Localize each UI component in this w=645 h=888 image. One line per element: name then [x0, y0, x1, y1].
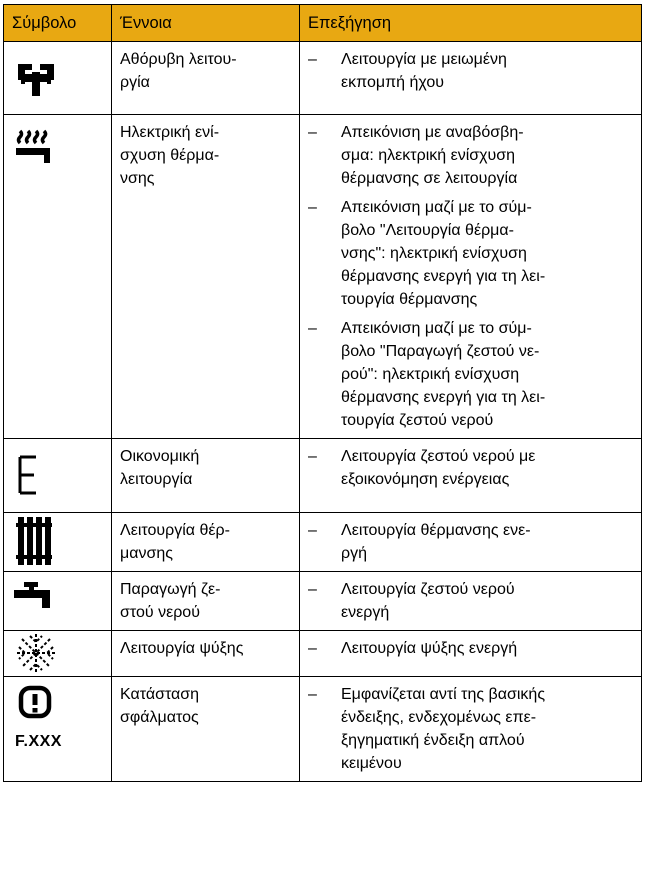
header-explanation: Επεξήγηση — [300, 5, 642, 42]
table-row — [4, 572, 642, 631]
explanation-line: σμα: ηλεκτρική ενίσχυση — [341, 147, 516, 164]
explanation-cell — [300, 115, 642, 439]
meaning-cell — [112, 677, 300, 782]
explanation-line: Λειτουργία με μειωμένη — [341, 51, 507, 68]
explanation-entry — [308, 683, 633, 775]
symbol-cell — [4, 631, 112, 677]
symbol-cell — [4, 513, 112, 572]
explanation-cell — [300, 42, 642, 115]
explanation-line: Εμφανίζεται αντί της βασικής — [341, 686, 546, 703]
symbol-cell — [4, 115, 112, 439]
meaning-line: Ηλεκτρική ενί- — [120, 124, 220, 141]
explanation-entry — [308, 519, 633, 565]
explanation-line: θέρμανσης σε λειτουργία — [341, 170, 518, 187]
explanation-text — [341, 637, 633, 660]
table-row — [4, 42, 642, 115]
explanation-line: ένδειξης, ενδεχομένως επε- — [341, 709, 537, 726]
explanation-text — [341, 196, 633, 311]
explanation-entry — [308, 317, 633, 432]
explanation-line: τουργία θέρμανσης — [341, 291, 478, 308]
bullet-dash: – — [308, 199, 317, 216]
explanation-entry — [308, 121, 633, 190]
explanation-cell — [300, 631, 642, 677]
meaning-line: στού νερού — [120, 604, 200, 621]
meaning-line: νσης — [120, 170, 155, 187]
meaning-cell — [112, 42, 300, 115]
table-row — [4, 631, 642, 677]
explanation-text — [341, 683, 633, 775]
explanation-line: νσης": ηλεκτρική ενίσχυση — [341, 245, 527, 262]
bullet-dash: – — [308, 320, 317, 337]
explanation-text — [341, 48, 633, 94]
explanation-line: βολο "Παραγωγή ζεστού νε- — [341, 343, 540, 360]
explanation-line: Λειτουργία θέρμανσης ενε- — [341, 522, 531, 539]
meaning-line: σφάλματος — [120, 709, 199, 726]
explanation-text — [341, 317, 633, 432]
bullet-dash: – — [308, 522, 317, 539]
table-row — [4, 513, 642, 572]
bullet-dash: – — [308, 124, 317, 141]
explanation-text — [341, 445, 633, 491]
explanation-line: ρού": ηλεκτρική ενίσχυση — [341, 366, 520, 383]
symbol-cell — [4, 572, 112, 631]
header-symbol: Σύμβολο — [4, 5, 112, 42]
explanation-line: εκπομπή ήχου — [341, 74, 444, 91]
meaning-line: Κατάσταση — [120, 686, 200, 703]
explanation-entry — [308, 196, 633, 311]
explanation-line: κειμένου — [341, 755, 402, 772]
meaning-line: Λειτουργία θέρ- — [120, 522, 230, 539]
fault-code: F.XXX — [15, 733, 62, 750]
explanation-line: ργή — [341, 545, 367, 562]
meaning-line: Παραγωγή ζε- — [120, 581, 221, 598]
explanation-text — [341, 578, 633, 624]
explanation-line: θέρμανσης ενεργή για τη λει- — [341, 389, 546, 406]
symbol-cell — [4, 439, 112, 513]
explanation-line: Απεικόνιση με αναβόσβη- — [341, 124, 524, 141]
table-row — [4, 677, 642, 782]
meaning-cell — [112, 572, 300, 631]
bullet-dash: – — [308, 640, 317, 657]
explanation-text — [341, 519, 633, 565]
meaning-line: λειτουργία — [120, 471, 193, 488]
explanation-line: ενεργή — [341, 604, 390, 621]
bullet-dash: – — [308, 581, 317, 598]
explanation-entry — [308, 637, 633, 660]
explanation-line: Απεικόνιση μαζί με το σύμ- — [341, 199, 532, 216]
explanation-line: Λειτουργία ζεστού νερού — [341, 581, 515, 598]
meaning-line: Οικονομική — [120, 448, 200, 465]
table-row — [4, 115, 642, 439]
explanation-line: τουργία ζεστού νερού — [341, 412, 494, 429]
explanation-line: Λειτουργία ψύξης ενεργή — [341, 640, 518, 657]
table-row — [4, 439, 642, 513]
explanation-cell — [300, 439, 642, 513]
meaning-line: σχυση θέρμα- — [120, 147, 220, 164]
meaning-cell — [112, 439, 300, 513]
explanation-cell — [300, 513, 642, 572]
table-header-row — [4, 5, 642, 42]
symbol-table-container — [3, 4, 641, 782]
explanation-line: θέρμανσης ενεργή για τη λει- — [341, 268, 546, 285]
explanation-line: Λειτουργία ζεστού νερού με — [341, 448, 536, 465]
explanation-line: εξοικονόμηση ενέργειας — [341, 471, 510, 488]
meaning-line: ργία — [120, 74, 150, 91]
symbol-cell — [4, 677, 112, 782]
meaning-cell — [112, 513, 300, 572]
bullet-dash: – — [308, 448, 317, 465]
explanation-line: ξηγηματική ένδειξη απλού — [341, 732, 525, 749]
bullet-dash: – — [308, 51, 317, 68]
symbol-table — [3, 4, 642, 782]
symbol-cell — [4, 42, 112, 115]
meaning-line: Λειτουργία ψύξης — [120, 640, 244, 657]
explanation-entry — [308, 48, 633, 94]
explanation-cell — [300, 677, 642, 782]
explanation-line: βολο "Λειτουργία θέρμα- — [341, 222, 514, 239]
header-meaning: Έννοια — [112, 5, 300, 42]
meaning-line: μανσης — [120, 545, 173, 562]
meaning-line: Αθόρυβη λειτου- — [120, 51, 237, 68]
meaning-cell — [112, 631, 300, 677]
explanation-cell — [300, 572, 642, 631]
explanation-entry — [308, 578, 633, 624]
meaning-cell — [112, 115, 300, 439]
explanation-entry — [308, 445, 633, 491]
bullet-dash: – — [308, 686, 317, 703]
explanation-line: Απεικόνιση μαζί με το σύμ- — [341, 320, 532, 337]
explanation-text — [341, 121, 633, 190]
